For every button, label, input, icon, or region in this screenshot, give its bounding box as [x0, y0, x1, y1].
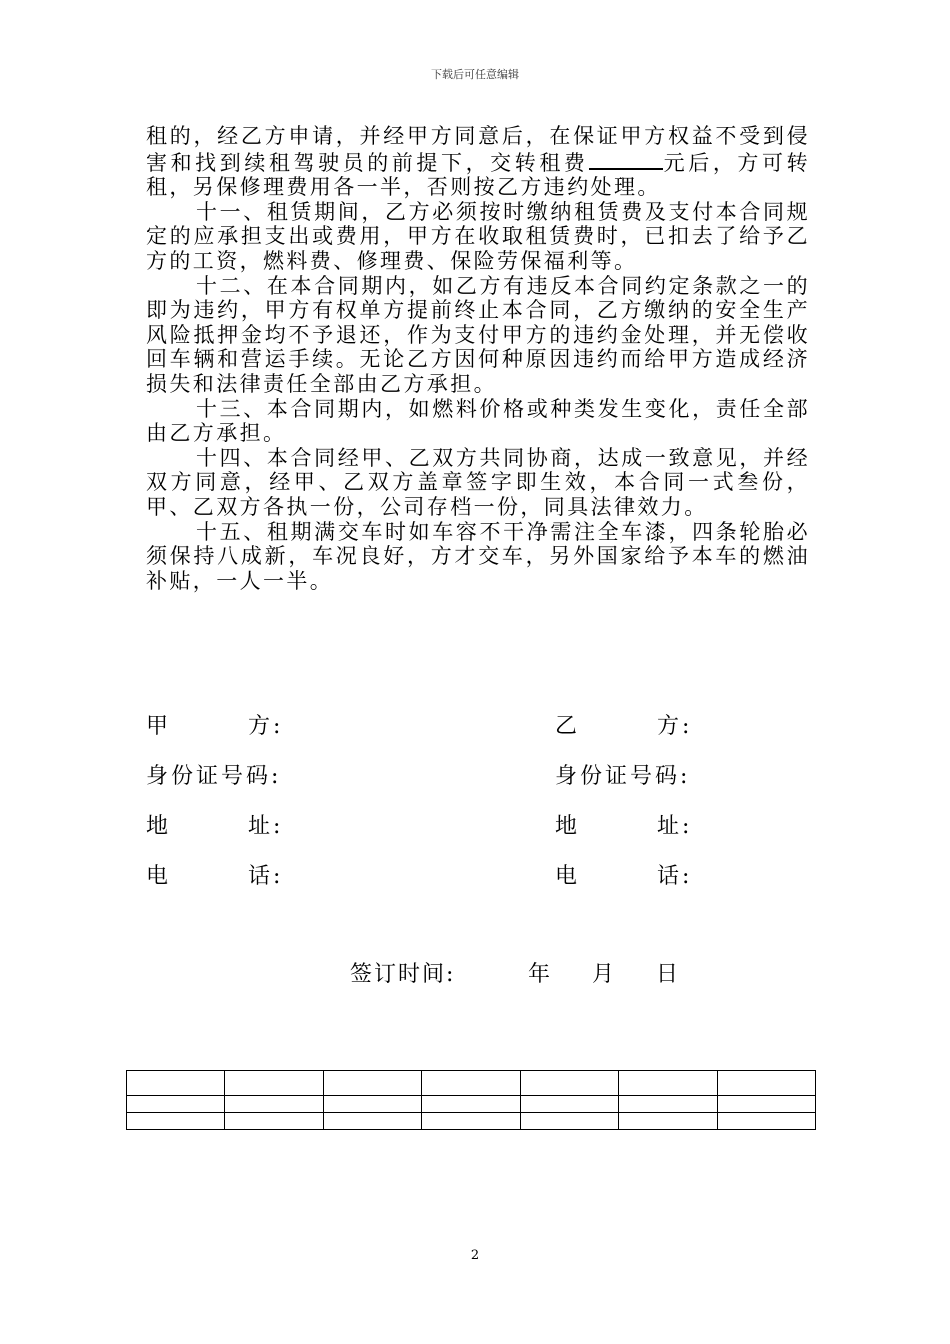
paragraph-13: 十三、本合同期内，如燃料价格或种类发生变化，责任全部由乙方承担。 [146, 396, 810, 446]
table-cell [619, 1096, 717, 1113]
table-cell [323, 1096, 421, 1113]
table-cell [619, 1071, 717, 1096]
party-b-id-label: 身份证号码: [555, 764, 691, 789]
page-header: 下载后可任意编辑 [431, 68, 519, 81]
paragraph-12: 十二、在本合同期内，如乙方有违反本合同约定条款之一的即为违约，甲方有权单方提前终止本合同，乙方缴纳的安全生产风险抵押金均不予退还，作为支付甲方的违约金处理，并无偿收回车辆和营运手续。无论乙方因何种原因违约而给甲方造成经济损失和法律责任全部由乙方承担。 [146, 273, 810, 396]
table-cell [520, 1113, 618, 1130]
signing-date [350, 957, 680, 988]
table-cell [127, 1096, 225, 1113]
party-b-phone-label: 电 话: [555, 864, 693, 889]
party-b-address-label: 地 址: [555, 814, 693, 839]
paragraph-10-continued [146, 124, 810, 200]
empty-table [126, 1070, 816, 1130]
fee-blank [589, 149, 663, 170]
paragraph-14: 十四、本合同经甲、乙双方共同协商，达成一致意见，并经双方同意，经甲、乙双方盖章签字即生效，本合同一式叁份，甲、乙双方各执一份，公司存档一份，同具法律效力。 [146, 445, 810, 519]
table-cell [717, 1096, 815, 1113]
table-cell [619, 1113, 717, 1130]
day-label: 日 [656, 962, 681, 987]
paragraph-15: 十五、租期满交车时如车容不干净需注全车漆，四条轮胎必须保持八成新，车况良好，方才交车，另外国家给予本车的燃油补贴，一人一半。 [146, 519, 810, 593]
table-cell [422, 1071, 520, 1096]
table-cell [323, 1113, 421, 1130]
page-number: 2 [470, 1248, 480, 1263]
table-cell [422, 1113, 520, 1130]
contract-body [146, 124, 810, 593]
table-row [127, 1071, 816, 1096]
table-cell [225, 1113, 323, 1130]
signing-date-label: 签订时间: [350, 962, 456, 987]
table-cell [225, 1096, 323, 1113]
party-a-phone-label: 电 话: [146, 864, 284, 889]
party-a-label: 甲 方: [146, 714, 284, 739]
party-b-label: 乙 方: [555, 714, 693, 739]
table-cell [323, 1071, 421, 1096]
paragraph-11: 十一、租赁期间，乙方必须按时缴纳租赁费及支付本合同规定的应承担支出或费用，甲方在收取租赁费时，已扣去了给予乙方的工资，燃料费、修理费、保险劳保福利等。 [146, 199, 810, 273]
paragraph-text: 元后，方可转租，另保修理费用各一半，否则按乙方违约处理。 [146, 150, 810, 200]
table-cell [127, 1071, 225, 1096]
table-cell [422, 1096, 520, 1113]
table-cell [520, 1071, 618, 1096]
paragraph-text: 租的，经乙方申请，并经甲方同意后，在保证甲方权益不受到侵害和找到续租驾驶员的前提下，交转租费 [146, 124, 810, 175]
table-cell [127, 1113, 225, 1130]
table-cell [717, 1113, 815, 1130]
table-cell [225, 1071, 323, 1096]
table-cell [520, 1096, 618, 1113]
party-a-id-label: 身份证号码: [146, 764, 282, 789]
year-label: 年 [528, 962, 553, 987]
table-cell [717, 1071, 815, 1096]
month-label: 月 [592, 962, 617, 987]
table-row [127, 1096, 816, 1113]
party-a-address-label: 地 址: [146, 814, 284, 839]
table-row [127, 1113, 816, 1130]
